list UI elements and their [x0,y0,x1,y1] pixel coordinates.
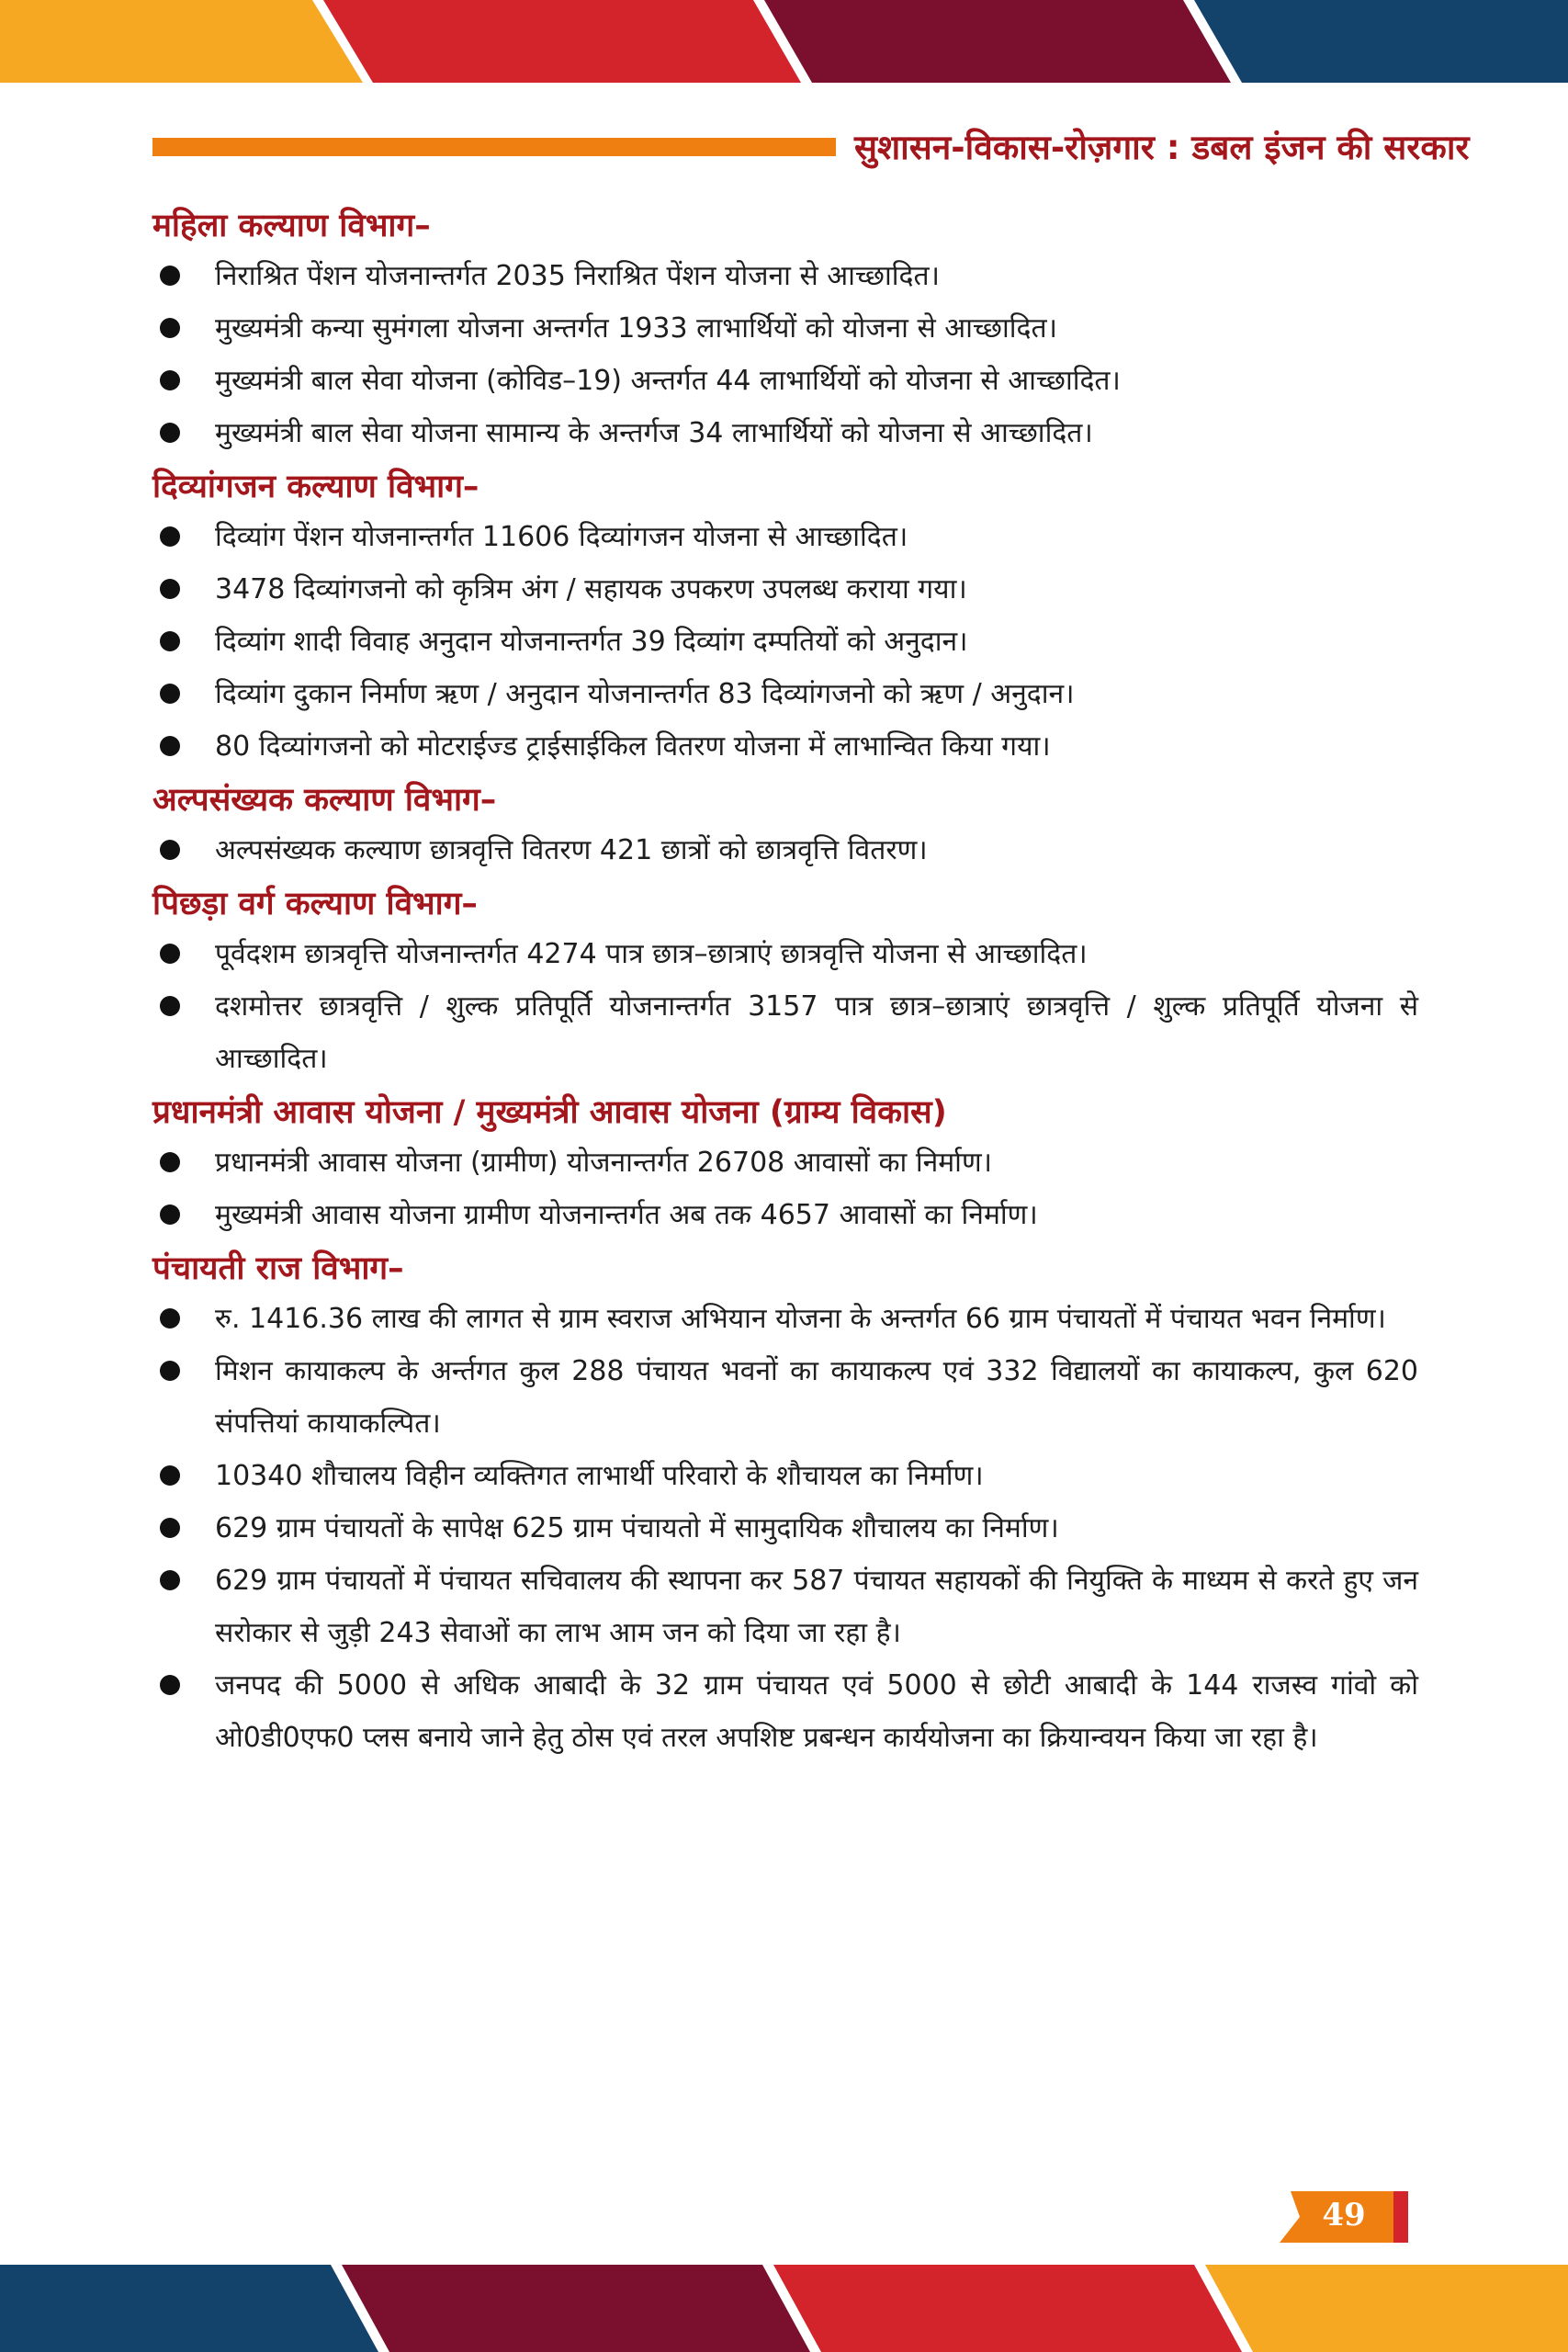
bullet-icon [160,423,180,443]
bullet-icon [160,370,180,390]
list-item: दिव्यांग पेंशन योजनान्तर्गत 11606 दिव्यांगजन योजना से आच्छादित। [152,511,1418,563]
list-item: जनपद की 5000 से अधिक आबादी के 32 ग्राम पंचायत एवं 5000 से छोटी आबादी के 144 राजस्व गांवो को ओ0डी0एफ0 प्लस बनाये जाने हेतु ठोस एवं तरल अपशिष्ट प्रबन्धन कार्ययोजना का क्रियान्वयन किया जा रहा है। [152,1659,1418,1764]
section-heading-awas-yojana: प्रधानमंत्री आवास योजना / मुख्यमंत्री आवास योजना (ग्राम्य विकास) [152,1094,947,1131]
bullet-icon [160,736,180,756]
bullet-list-mahila [152,250,1418,459]
running-header-title: सुशासन-विकास-रोज़गार : डबल इंजन की सरकार [854,128,1470,167]
bullet-icon [160,684,180,704]
bullet-icon [160,318,180,338]
list-item: मिशन कायाकल्प के अर्न्तगत कुल 288 पंचायत भवनों का कायाकल्प एवं 332 विद्यालयों का कायाकल्प, कुल 620 संपत्तियां कायाकल्पित। [152,1345,1418,1450]
bullet-icon [160,840,180,860]
page-number: 49 [1322,2197,1366,2233]
list-item: 10340 शौचालय विहीन व्यक्तिगत लाभार्थी परिवारो के शौचायल का निर्माण। [152,1450,1418,1502]
bullet-icon [160,996,180,1016]
bullet-icon [160,944,180,964]
list-item: पूर्वदशम छात्रवृत्ति योजनान्तर्गत 4274 पात्र छात्र–छात्राएं छात्रवृत्ति योजना से आच्छादित। [152,928,1418,980]
page-content [152,202,1418,1768]
section-heading-panchayati-raj: पंचायती राज विभाग– [152,1250,404,1287]
list-item: मुख्यमंत्री कन्या सुमंगला योजना अन्तर्गत 1933 लाभार्थियों को योजना से आच्छादित। [152,302,1418,355]
section-heading-mahila: महिला कल्याण विभाग– [152,208,431,244]
list-item: दिव्यांग दुकान निर्माण ऋण / अनुदान योजनान्तर्गत 83 दिव्यांगजनो को ऋण / अनुदान। [152,668,1418,720]
list-item: 80 दिव्यांगजनो को मोटराईज्ड ट्राईसाईकिल वितरण योजना में लाभान्वित किया गया। [152,720,1418,773]
bullet-icon [160,1204,180,1225]
list-item: रु. 1416.36 लाख की लागत से ग्राम स्वराज अभियान योजना के अन्तर्गत 66 ग्राम पंचायतों में पंचायत भवन निर्माण। [152,1293,1418,1345]
bullet-icon [160,1308,180,1329]
bullet-icon [160,1570,180,1590]
list-item: मुख्यमंत्री बाल सेवा योजना सामान्य के अन्तर्गज 34 लाभार्थियों को योजना से आच्छादित। [152,407,1418,459]
bullet-icon [160,1518,180,1538]
list-item: दशमोत्तर छात्रवृत्ति / शुल्क प्रतिपूर्ति योजनान्तर्गत 3157 पात्र छात्र–छात्राएं छात्रवृत्ति / शुल्क प्रतिपूर्ति योजना से आच्छादित। [152,980,1418,1085]
bullet-list-panchayati-raj [152,1293,1418,1764]
bullet-icon [160,1675,180,1695]
bullet-icon [160,579,180,599]
bullet-icon [160,1361,180,1381]
list-item: 3478 दिव्यांगजनो को कृत्रिम अंग / सहायक उपकरण उपलब्ध कराया गया। [152,563,1418,616]
list-item: मुख्यमंत्री आवास योजना ग्रामीण योजनान्तर्गत अब तक 4657 आवासों का निर्माण। [152,1189,1418,1241]
bullet-list-awas-yojana [152,1136,1418,1241]
section-heading-divyangjan: दिव्यांगजन कल्याण विभाग– [152,469,479,505]
list-item: 629 ग्राम पंचायतों में पंचायत सचिवालय की स्थापना कर 587 पंचायत सहायकों की नियुक्ति के माध्यम से करते हुए जन सरोकार से जुड़ी 243 सेवाओं का लाभ आम जन को दिया जा रहा है। [152,1555,1418,1659]
bullet-list-divyangjan [152,511,1418,773]
bullet-list-pichhda-varg [152,928,1418,1085]
list-item: 629 ग्राम पंचायतों के सापेक्ष 625 ग्राम पंचायतो में सामुदायिक शौचालय का निर्माण। [152,1502,1418,1555]
bullet-list-alpsankhyak [152,824,1418,876]
list-item: मुख्यमंत्री बाल सेवा योजना (कोविड–19) अन्तर्गत 44 लाभार्थियों को योजना से आच्छादित। [152,355,1418,407]
list-item: अल्पसंख्यक कल्याण छात्रवृत्ति वितरण 421 छात्रों को छात्रवृत्ति वितरण। [152,824,1418,876]
list-item: प्रधानमंत्री आवास योजना (ग्रामीण) योजनान्तर्गत 26708 आवासों का निर्माण। [152,1136,1418,1189]
list-item: निराश्रित पेंशन योजनान्तर्गत 2035 निराश्रित पेंशन योजना से आच्छादित। [152,250,1418,302]
top-color-band [0,0,1568,83]
bullet-icon [160,526,180,547]
section-heading-alpsankhyak: अल्पसंख्यक कल्याण विभाग– [152,782,497,819]
page-number-tab [1280,2191,1408,2243]
bullet-icon [160,266,180,286]
header-accent-bar [152,138,836,156]
bullet-icon [160,631,180,651]
bullet-icon [160,1152,180,1172]
bullet-icon [160,1465,180,1486]
section-heading-pichhda-varg: पिछड़ा वर्ग कल्याण विभाग– [152,886,478,922]
list-item: दिव्यांग शादी विवाह अनुदान योजनान्तर्गत 39 दिव्यांग दम्पतियों को अनुदान। [152,616,1418,668]
bottom-color-band [0,2265,1568,2352]
